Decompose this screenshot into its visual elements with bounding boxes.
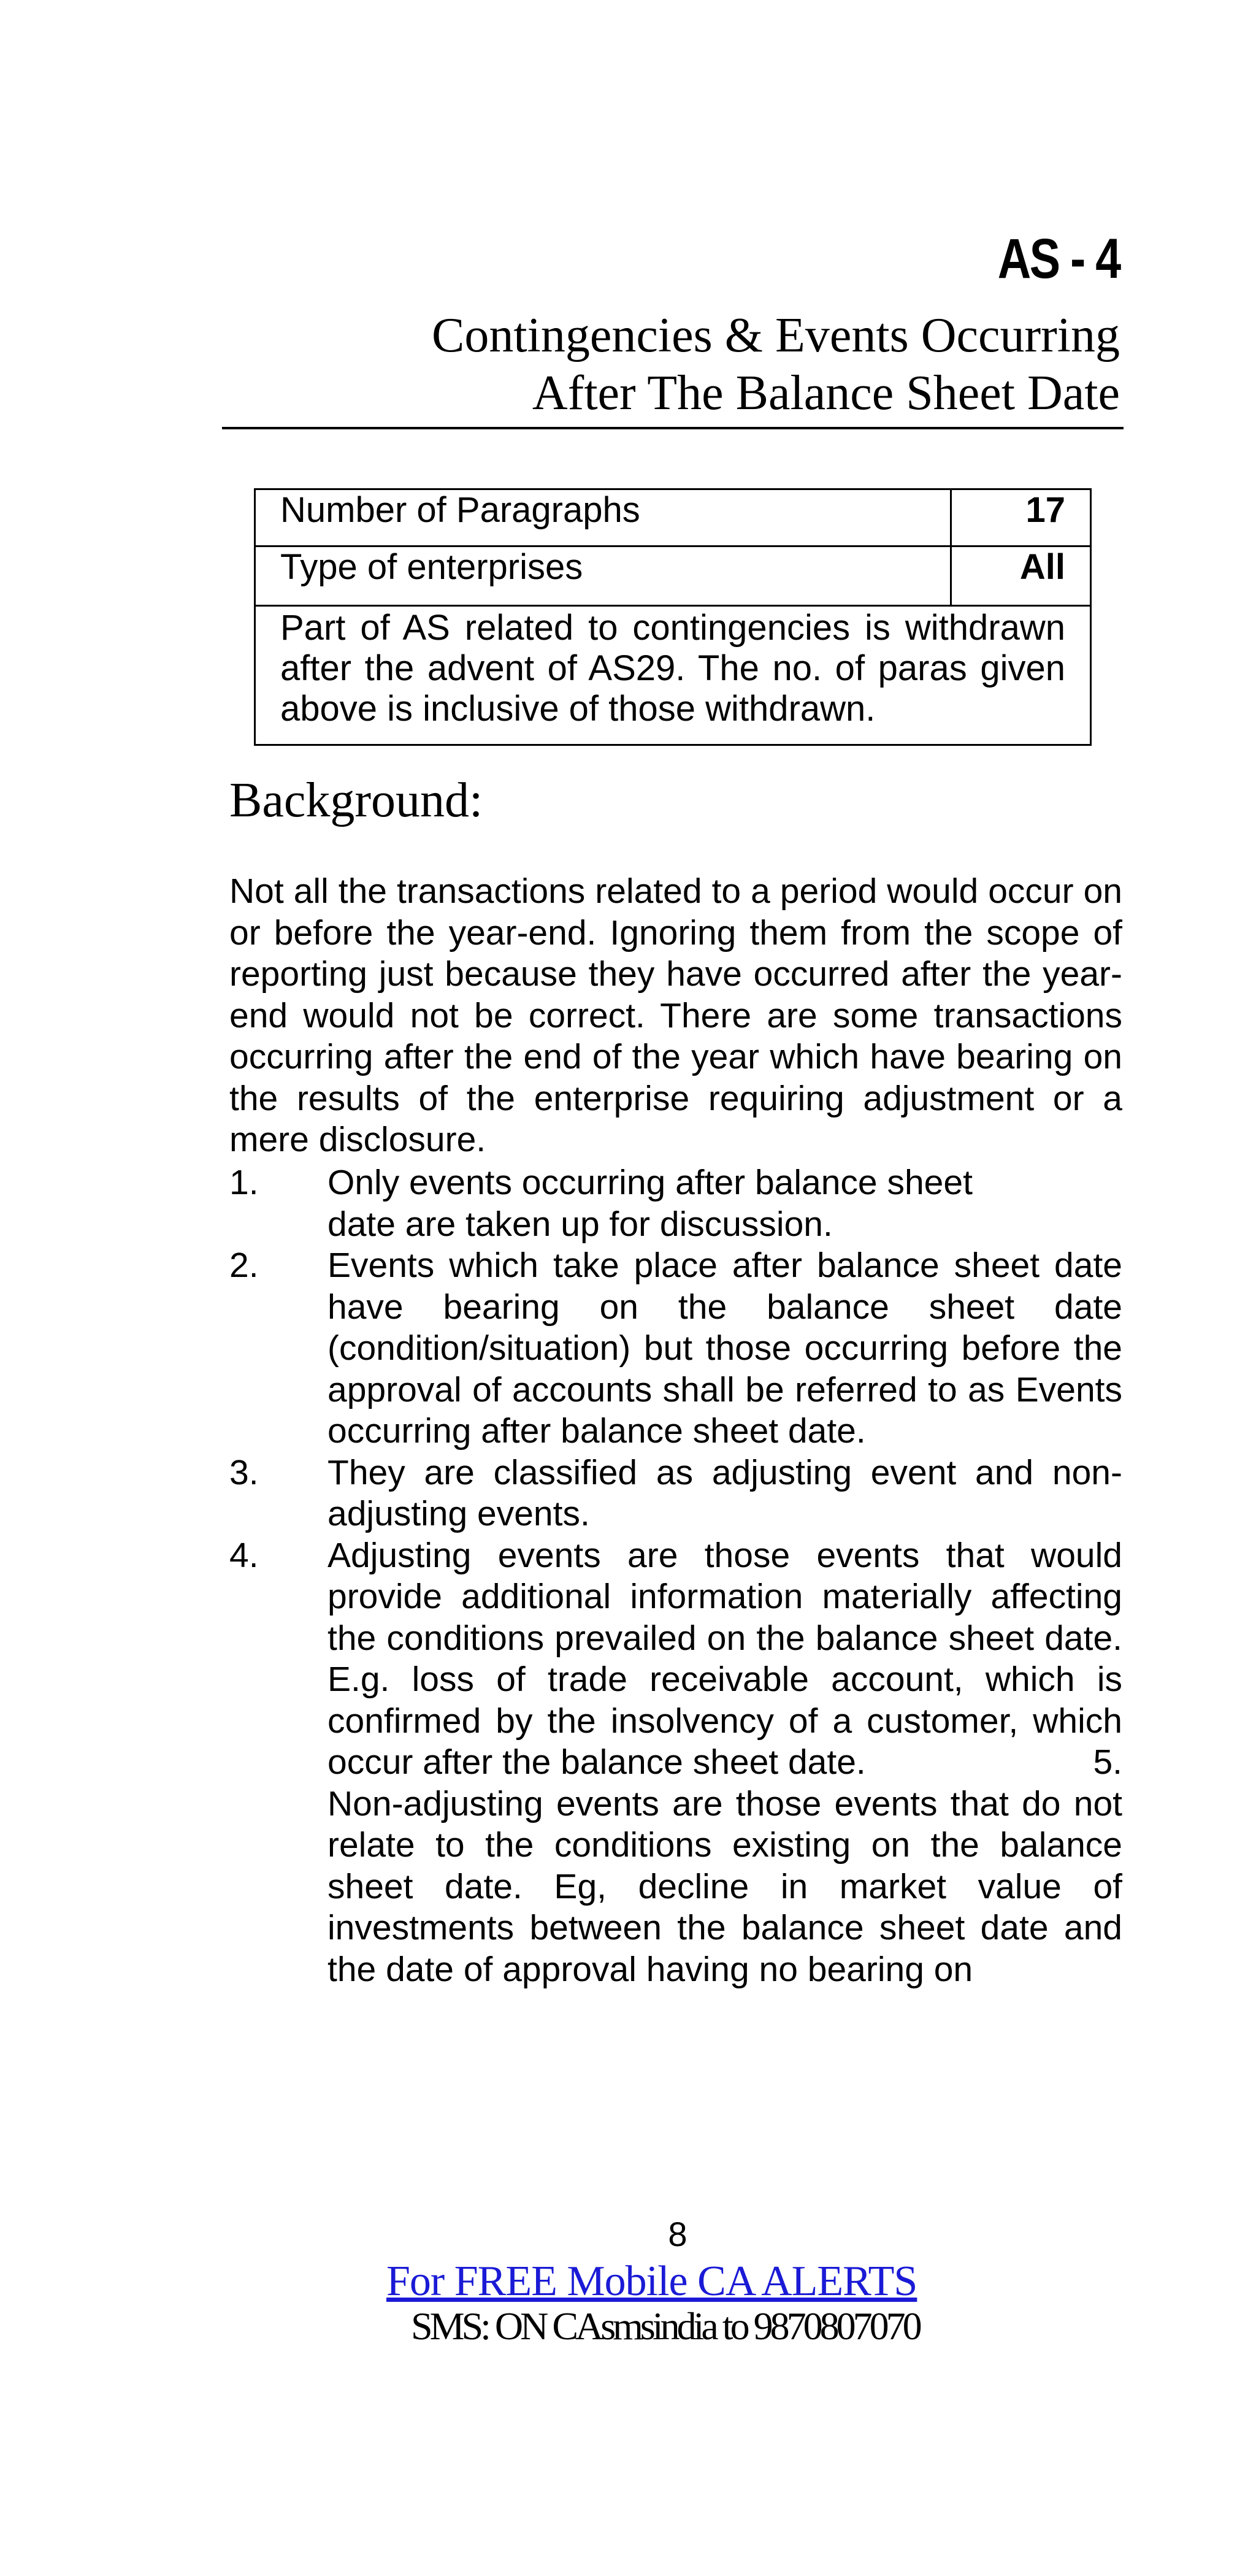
list-number: 1. <box>229 1163 259 1202</box>
paragraph-count-value: 17 <box>951 489 1091 546</box>
numbered-list <box>229 1162 1122 1990</box>
list-item <box>229 1535 1122 1991</box>
list-number: 3. <box>229 1452 259 1492</box>
list-number-inline: 5. <box>1093 1742 1122 1782</box>
sms-instruction: SMS: ON CAsmsindia to 9870807070 <box>411 2304 919 2348</box>
table-note: Part of AS related to contingencies is withdrawn after the advent of AS29. The no. of paras given above is inclusive of those withdrawn. <box>255 606 1091 745</box>
background-paragraph: Not all the transactions related to a period would occur on or before the year-end. Ignoring them from the scope of reporting just because they have occurred after the year-end would not be correct. There are some transactions occurring after the end of the year which have bearing on the results of the enterprise requiring adjustment or a mere disclosure. <box>229 872 1122 1159</box>
list-number: 2. <box>229 1246 259 1285</box>
list-item <box>229 1162 1122 1245</box>
promo-link[interactable]: For FREE Mobile CA ALERTS <box>386 2258 917 2305</box>
list-item <box>229 1245 1122 1452</box>
page-number: 8 <box>668 2215 687 2253</box>
standard-title-line-2: After The Balance Sheet Date <box>532 366 1120 420</box>
table-row <box>255 546 1091 606</box>
list-item-text: Only events occurring after balance sheet date are taken up for discussion. <box>327 1163 973 1244</box>
background-heading: Background: <box>229 773 483 827</box>
list-item-text: They are classified as adjusting event and non-adjusting events. <box>327 1452 1122 1533</box>
enterprise-type-value: All <box>951 546 1091 606</box>
standard-title-line-1: Contingencies & Events Occurring <box>432 309 1120 362</box>
list-item-text: Events which take place after balance sheet date have bearing on the balance sheet date (condition/situation) but those occurring before the approval of accounts shall be referred to as Events occurring after balance sheet date. <box>327 1246 1122 1451</box>
info-table <box>254 488 1092 746</box>
enterprise-type-label: Type of enterprises <box>255 546 951 606</box>
table-row <box>255 489 1091 546</box>
list-item-continuation: Non-adjusting events are those events that do not relate to the conditions existing on the balance sheet date. Eg, decline in market value of investments between the balance sheet date and the date of approval having no bearing on <box>327 1784 1122 1989</box>
list-item-text-main: Adjusting events are those events that would provide additional information materially affecting the conditions prevailed on the balance sheet date. E.g. loss of trade receivable account, which is confirmed by the insolvency of a customer, which occur after the balance sheet date. <box>327 1535 1122 1782</box>
list-item <box>229 1452 1122 1535</box>
list-item-text <box>327 1535 1122 1991</box>
standard-code: AS - 4 <box>997 228 1120 290</box>
list-number: 4. <box>229 1535 259 1575</box>
table-row <box>255 606 1091 745</box>
title-divider <box>222 427 1124 429</box>
paragraph-count-label: Number of Paragraphs <box>255 489 951 546</box>
